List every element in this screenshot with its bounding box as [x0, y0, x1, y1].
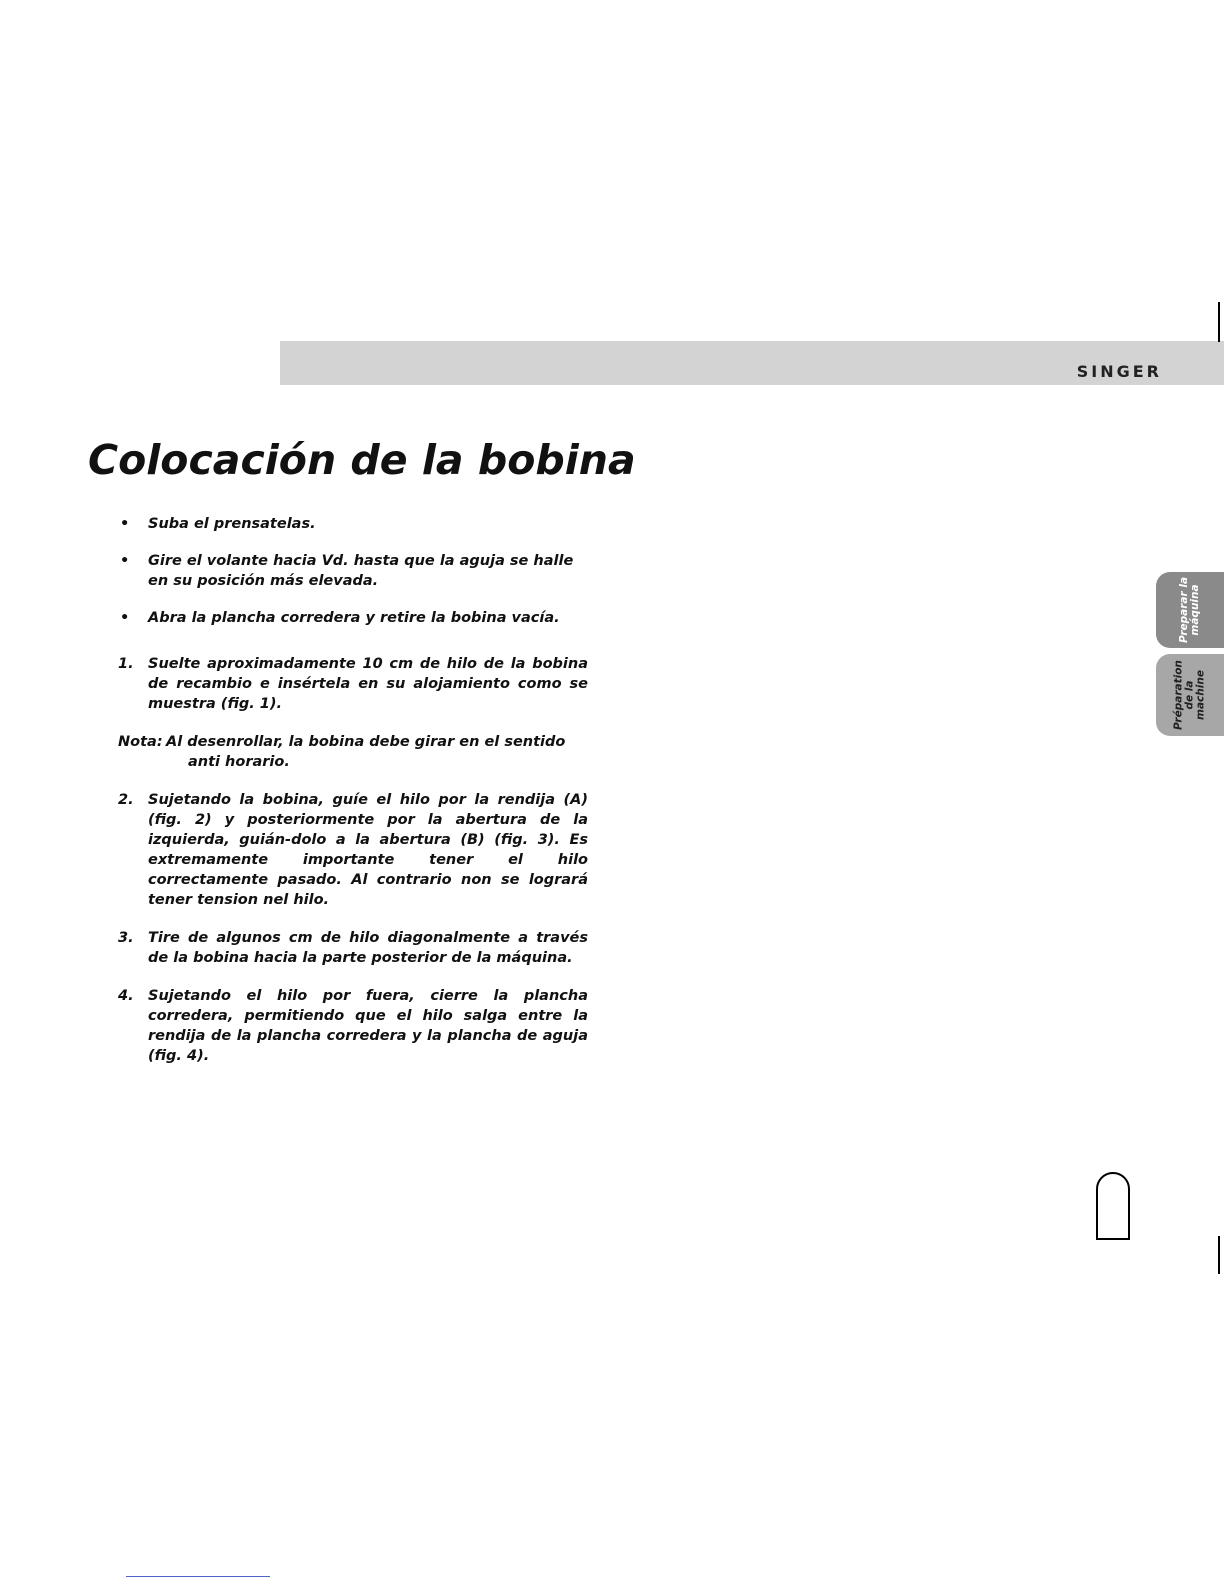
bullet-item: • Gire el volante hacia Vd. hasta que la aguja se halle en su posición más elevada. [118, 551, 588, 591]
step-item [118, 986, 588, 1066]
step-item [118, 790, 588, 910]
bullet-item: • Abra la plancha corredera y retire la bobina vacía. [118, 608, 588, 628]
crop-mark [1218, 1236, 1220, 1274]
side-tab-label: Préparation de la machine [1172, 660, 1207, 730]
crop-mark [1218, 302, 1220, 342]
side-tab-french[interactable] [1156, 654, 1224, 736]
page-title: Colocación de la bobina [88, 436, 636, 484]
bullet-item: • Suba el prensatelas. [118, 514, 588, 534]
step-number: 2. [118, 792, 134, 808]
step-text: Tire de algunos cm de hilo diagonalmente a través de la bobina hacia la parte posterior de la máquina. [148, 930, 588, 966]
side-tab-spanish[interactable] [1156, 572, 1224, 648]
bullet-list [118, 514, 588, 628]
footer-rule [126, 1576, 270, 1577]
brand-logo-text: SINGER [1076, 362, 1162, 381]
note-text-line: Al desenrollar, la bobina debe girar en el sentido [166, 734, 566, 750]
note-label: Nota: [118, 734, 163, 750]
side-tab-label: Preparar la máquina [1178, 576, 1201, 644]
step-number: 1. [118, 656, 134, 672]
step-text: Suelte aproximadamente 10 cm de hilo de la bobina de recambio e insértela en su alojamiento como se muestra (fig. 1). [148, 656, 588, 712]
note-text-line: anti horario. [188, 754, 290, 770]
note [118, 732, 588, 772]
step-number: 4. [118, 988, 134, 1004]
page-number-badge [1096, 1172, 1130, 1240]
side-tabs [1156, 572, 1224, 742]
step-number: 3. [118, 930, 134, 946]
step-text: Sujetando el hilo por fuera, cierre la plancha corredera, permitiendo que el hilo salga entre la rendija de la plancha corredera y la plancha de aguja (fig. 4). [148, 988, 588, 1064]
instructions [118, 514, 588, 1084]
step-text: Sujetando la bobina, guíe el hilo por la rendija (A) (fig. 2) y posteriormente por la abertura de la izquierda, guián-dolo a la abertura (B) (fig. 3). Es extremamente importante tener el hilo correctamente pasado. Al contrario non se logrará tener tension nel hilo. [148, 792, 588, 908]
step-item [118, 928, 588, 968]
step-item [118, 654, 588, 714]
